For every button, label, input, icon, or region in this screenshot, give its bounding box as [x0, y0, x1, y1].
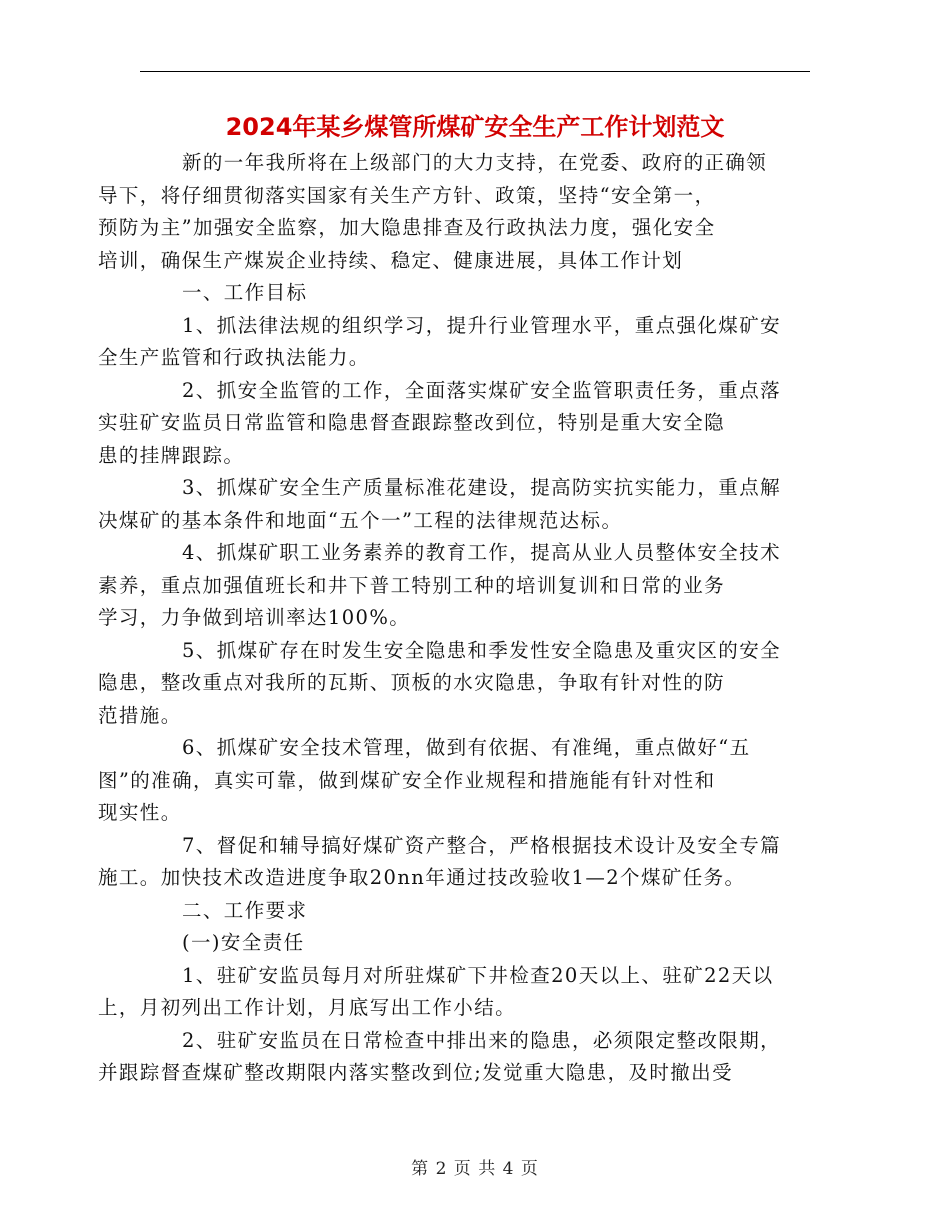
paragraph: [140, 277, 810, 310]
document-body: [98, 147, 810, 1090]
paragraph-line: 预防为主”加强安全监察，加大隐患排查及行政执法力度，强化安全: [98, 216, 716, 239]
paragraph-line: 范措施。: [98, 703, 182, 727]
paragraph-line: 1、抓法律法规的组织学习，提升行业管理水平，重点强化煤矿安: [182, 313, 782, 337]
paragraph-line: 5、抓煤矿存在时发生安全隐患和季发性安全隐患及重灾区的安全: [182, 638, 782, 662]
paragraph-line: 并跟踪督查煤矿整改期限内落实整改到位;发觉重大隐患，及时撤出受: [98, 1061, 733, 1084]
document-title: 2024年某乡煤管所煤矿安全生产工作计划范文: [225, 113, 725, 141]
paragraph: [98, 537, 810, 635]
paragraph-line: 1、驻矿安监员每月对所驻煤矿下井检查20天以上、驻矿22天以: [182, 963, 774, 987]
paragraph-line: 隐患，整改重点对我所的瓦斯、顶板的水灾隐患，争取有针对性的防: [98, 671, 726, 694]
paragraph: [98, 1025, 810, 1090]
paragraph-line: 3、抓煤矿安全生产质量标准花建设，提高防实抗实能力，重点解: [182, 476, 782, 499]
page-footer: 第 2 页 共 4 页: [411, 1159, 539, 1179]
paragraph-line: 二、工作要求: [182, 898, 308, 922]
paragraph-line: 6、抓煤矿安全技术管理，做到有依据、有准绳，重点做好“五: [182, 736, 751, 759]
paragraph: [98, 472, 810, 537]
paragraph-line: 学习，力争做到培训率达100%。: [98, 606, 411, 629]
paragraph-line: 实驻矿安监员日常监管和隐患督查跟踪整改到位，特别是重大安全隐: [98, 411, 726, 434]
paragraph-line: 新的一年我所将在上级部门的大力支持，在党委、政府的正确领: [182, 151, 768, 174]
paragraph-line: 素养，重点加强值班长和井下普工特别工种的培训复训和日常的业务: [98, 573, 726, 597]
paragraph-line: 患的挂牌跟踪。: [98, 443, 245, 467]
paragraph-line: (一)安全责任: [182, 931, 305, 954]
paragraph-line: 施工。加快技术改造进度争取20nn年通过技改验收1—2个煤矿任务。: [98, 866, 746, 889]
paragraph-line: 7、督促和辅导搞好煤矿资产整合，严格根据技术设计及安全专篇: [182, 833, 782, 857]
paragraph-line: 2、驻矿安监员在日常检查中排出来的隐患，必须限定整改限期，: [182, 1028, 782, 1052]
paragraph: [98, 960, 810, 1025]
paragraph-line: 一、工作目标: [182, 281, 308, 304]
paragraph: [98, 635, 810, 733]
paragraph: [98, 310, 810, 375]
paragraph: [140, 895, 810, 928]
paragraph: [140, 927, 810, 960]
paragraph: [98, 732, 810, 830]
paragraph-line: 决煤矿的基本条件和地面“五个一”工程的法律规范达标。: [98, 508, 623, 532]
paragraph: [98, 375, 810, 473]
paragraph-line: 2、抓安全监管的工作，全面落实煤矿安全监管职责任务，重点落: [182, 378, 782, 402]
paragraph-line: 全生产监管和行政执法能力。: [98, 346, 370, 369]
header-rule: [140, 71, 810, 72]
paragraph: [98, 830, 810, 895]
paragraph-line: 培训，确保生产煤炭企业持续、稳定、健康进展，具体工作计划: [98, 248, 684, 272]
paragraph-line: 导下，将仔细贯彻落实国家有关生产方针、政策，坚持“安全第一，: [98, 183, 716, 207]
paragraph-line: 上，月初列出工作计划，月底写出工作小结。: [98, 996, 517, 1019]
paragraph-line: 4、抓煤矿职工业务素养的教育工作，提高从业人员整体安全技术: [182, 541, 782, 564]
paragraph-line: 图”的准确，真实可靠，做到煤矿安全作业规程和措施能有针对性和: [98, 768, 716, 792]
paragraph-line: 现实性。: [98, 801, 182, 824]
paragraph: [98, 147, 810, 277]
